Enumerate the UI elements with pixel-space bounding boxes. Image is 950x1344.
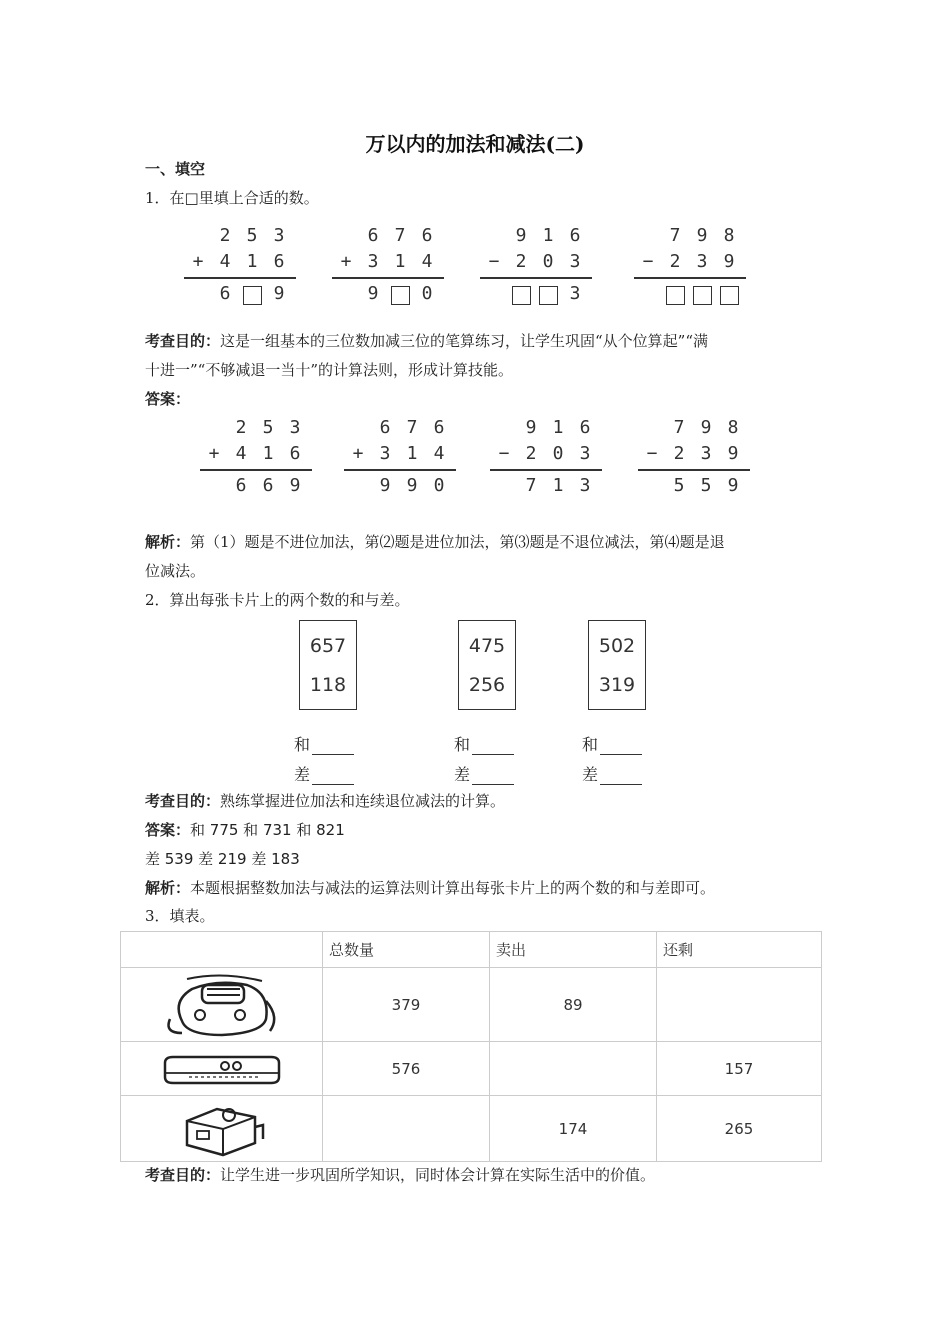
q1-answer-label: 答案： <box>145 390 191 408</box>
table-header-sold: 卖出 <box>490 932 657 968</box>
card-number-top: 475 <box>468 635 506 657</box>
bottom-digit: 0 <box>542 251 554 272</box>
fill-table <box>120 931 822 1162</box>
item-cell <box>121 968 323 1042</box>
top-digit: 6 <box>569 225 581 246</box>
result-digit: 5 <box>673 475 685 496</box>
answer-line <box>600 738 642 755</box>
table-header-row <box>121 932 822 968</box>
bottom-digit: 3 <box>379 443 391 464</box>
page-title: 万以内的加法和减法(二) <box>365 132 585 156</box>
bottom-digit: 3 <box>367 251 379 272</box>
q3-label: 3．填表。 <box>145 907 215 925</box>
sold-cell: 174 <box>490 1096 657 1162</box>
q2-answer-line-2: 差 539 差 219 差 183 <box>145 850 300 868</box>
card-number-bottom: 118 <box>309 674 347 696</box>
card-number-bottom: 256 <box>468 674 506 696</box>
q2-analysis-text: 本题根据整数加法与减法的运算法则计算出每张卡片上的两个数的和与差即可。 <box>190 879 716 897</box>
top-digit: 6 <box>367 225 379 246</box>
bottom-digit: 2 <box>515 251 527 272</box>
top-digit: 7 <box>673 417 685 438</box>
sum-line <box>332 277 444 279</box>
diff-label: 差 <box>294 765 311 784</box>
result-digit: 0 <box>421 283 433 304</box>
result-digit: 3 <box>569 283 581 304</box>
bottom-digit: 9 <box>723 251 735 272</box>
diff-blank-1 <box>294 762 354 785</box>
table-row <box>121 1096 822 1162</box>
sum-label: 和 <box>294 735 311 754</box>
card-number-top: 657 <box>309 635 347 657</box>
plus-sign: + <box>208 443 220 464</box>
table-header-item <box>121 932 323 968</box>
sum-line <box>638 469 750 471</box>
minus-sign: − <box>488 251 500 272</box>
sum-line <box>634 277 746 279</box>
table-header-total: 总数量 <box>323 932 490 968</box>
pencil-case-icon <box>159 1049 285 1089</box>
sum-line <box>344 469 456 471</box>
table-row <box>121 968 822 1042</box>
card-number-top: 502 <box>598 635 636 657</box>
top-digit: 7 <box>669 225 681 246</box>
bottom-digit: 0 <box>552 443 564 464</box>
result-digit: 9 <box>367 283 379 304</box>
minus-sign: − <box>646 443 658 464</box>
top-digit: 6 <box>433 417 445 438</box>
table-header-left: 还剩 <box>657 932 822 968</box>
answer-line <box>472 738 514 755</box>
result-digit: 3 <box>579 475 591 496</box>
top-digit: 9 <box>696 225 708 246</box>
result-digit: 0 <box>433 475 445 496</box>
bottom-digit: 1 <box>394 251 406 272</box>
answer-line <box>600 768 642 785</box>
q3-purpose <box>145 1164 655 1186</box>
sum-line <box>184 277 296 279</box>
total-cell: 379 <box>323 968 490 1042</box>
q2-label: 2．算出每张卡片上的两个数的和与差。 <box>145 591 410 609</box>
backpack-icon <box>162 971 282 1039</box>
q2-purpose <box>145 790 505 812</box>
result-digit: 9 <box>379 475 391 496</box>
top-digit: 3 <box>289 417 301 438</box>
top-digit: 7 <box>394 225 406 246</box>
top-digit: 1 <box>542 225 554 246</box>
number-card-3 <box>588 620 646 710</box>
top-digit: 3 <box>273 225 285 246</box>
sold-cell: 89 <box>490 968 657 1042</box>
q1-analysis <box>145 531 725 553</box>
bottom-digit: 6 <box>273 251 285 272</box>
left-cell: 265 <box>657 1096 822 1162</box>
top-digit: 1 <box>552 417 564 438</box>
sum-line <box>490 469 602 471</box>
left-cell[interactable] <box>657 968 822 1042</box>
result-digit: 6 <box>219 283 231 304</box>
diff-blank-2 <box>454 762 514 785</box>
answer-box[interactable] <box>720 286 739 305</box>
q2-answer-line-1: 和 775 和 731 和 821 <box>190 821 345 839</box>
q1-analysis-label: 解析： <box>145 533 191 551</box>
diff-label: 差 <box>454 765 471 784</box>
left-cell: 157 <box>657 1042 822 1096</box>
sum-line <box>200 469 312 471</box>
pencil-sharpener-icon <box>177 1099 267 1159</box>
answer-box[interactable] <box>693 286 712 305</box>
sum-label: 和 <box>582 735 599 754</box>
q2-analysis-label: 解析： <box>145 879 191 897</box>
bottom-digit: 3 <box>579 443 591 464</box>
q1-purpose-label: 考查目的： <box>145 332 221 350</box>
top-digit: 7 <box>406 417 418 438</box>
top-digit: 9 <box>515 225 527 246</box>
plus-sign: + <box>340 251 352 272</box>
q3-purpose-label: 考查目的： <box>145 1166 221 1184</box>
sum-line <box>480 277 592 279</box>
section-heading: 一、填空 <box>145 160 206 178</box>
bottom-digit: 1 <box>262 443 274 464</box>
total-cell[interactable] <box>323 1096 490 1162</box>
bottom-digit: 6 <box>289 443 301 464</box>
bottom-digit: 4 <box>421 251 433 272</box>
table-row <box>121 1042 822 1096</box>
result-digit: 9 <box>289 475 301 496</box>
bottom-digit: 2 <box>669 251 681 272</box>
answer-box[interactable] <box>512 286 531 305</box>
item-cell <box>121 1042 323 1096</box>
bottom-digit: 1 <box>406 443 418 464</box>
sum-blank-2 <box>454 732 514 755</box>
top-digit: 8 <box>727 417 739 438</box>
result-digit: 9 <box>406 475 418 496</box>
q1-analysis-cont: 位减法。 <box>145 562 206 580</box>
plus-sign: + <box>192 251 204 272</box>
bottom-digit: 3 <box>700 443 712 464</box>
top-digit: 2 <box>219 225 231 246</box>
bottom-digit: 9 <box>727 443 739 464</box>
bottom-digit: 1 <box>246 251 258 272</box>
number-card-2 <box>458 620 516 710</box>
result-digit: 1 <box>552 475 564 496</box>
answer-line <box>312 768 354 785</box>
item-cell <box>121 1096 323 1162</box>
plus-sign: + <box>352 443 364 464</box>
bottom-digit: 4 <box>219 251 231 272</box>
q1-purpose <box>145 330 708 352</box>
diff-blank-3 <box>582 762 642 785</box>
q2-purpose-label: 考查目的： <box>145 792 221 810</box>
sum-label: 和 <box>454 735 471 754</box>
answer-line <box>472 768 514 785</box>
number-card-1 <box>299 620 357 710</box>
result-digit: 5 <box>700 475 712 496</box>
card-number-bottom: 319 <box>598 674 636 696</box>
q2-answer <box>145 819 345 841</box>
top-digit: 9 <box>700 417 712 438</box>
bottom-digit: 4 <box>433 443 445 464</box>
minus-sign: − <box>642 251 654 272</box>
top-digit: 6 <box>379 417 391 438</box>
top-digit: 5 <box>262 417 274 438</box>
answer-line <box>312 738 354 755</box>
q1-purpose-cont: 十进一”“不够减退一当十”的计算法则，形成计算技能。 <box>145 361 514 379</box>
result-digit: 9 <box>727 475 739 496</box>
top-digit: 8 <box>723 225 735 246</box>
top-digit: 6 <box>579 417 591 438</box>
sum-blank-1 <box>294 732 354 755</box>
bottom-digit: 3 <box>696 251 708 272</box>
bottom-digit: 4 <box>235 443 247 464</box>
top-digit: 9 <box>525 417 537 438</box>
result-digit: 7 <box>525 475 537 496</box>
answer-box[interactable] <box>391 286 410 305</box>
sold-cell[interactable] <box>490 1042 657 1096</box>
answer-box[interactable] <box>243 286 262 305</box>
diff-label: 差 <box>582 765 599 784</box>
q1-label: 1．在□里填上合适的数。 <box>145 189 319 207</box>
q1-analysis-text-1: 第（1）题是不进位加法，第⑵题是进位加法，第⑶题是不退位减法，第⑷题是退 <box>190 533 725 551</box>
minus-sign: − <box>498 443 510 464</box>
bottom-digit: 3 <box>569 251 581 272</box>
q2-analysis <box>145 877 715 899</box>
q1-purpose-text-1: 这是一组基本的三位数加减三位的笔算练习，让学生巩固“从个位算起”“满 <box>220 332 709 350</box>
bottom-digit: 2 <box>525 443 537 464</box>
result-digit: 6 <box>262 475 274 496</box>
bottom-digit: 2 <box>673 443 685 464</box>
total-cell: 576 <box>323 1042 490 1096</box>
answer-box[interactable] <box>539 286 558 305</box>
top-digit: 2 <box>235 417 247 438</box>
q2-purpose-text: 熟练掌握进位加法和连续退位减法的计算。 <box>220 792 506 810</box>
sum-blank-3 <box>582 732 642 755</box>
q3-purpose-text: 让学生进一步巩固所学知识，同时体会计算在实际生活中的价值。 <box>220 1166 656 1184</box>
result-digit: 6 <box>235 475 247 496</box>
answer-box[interactable] <box>666 286 685 305</box>
result-digit: 9 <box>273 283 285 304</box>
top-digit: 6 <box>421 225 433 246</box>
top-digit: 5 <box>246 225 258 246</box>
q2-answer-label: 答案： <box>145 821 191 839</box>
